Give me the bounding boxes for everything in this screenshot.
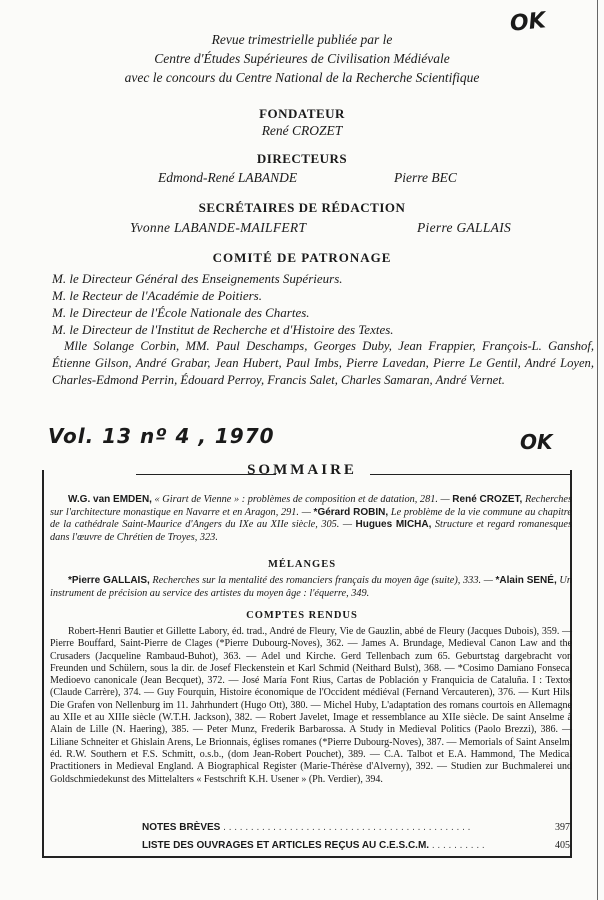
secretaire-name-1: Yvonne LABANDE-MAILFERT — [130, 220, 307, 235]
article-4-author: Hugues MICHA, — [355, 519, 432, 531]
toc-liste-dots: . . . . . . . . . . — [431, 840, 485, 851]
article-4-text: Structure et regard romanesques dans l'œuvre de Chrétien de Troyes, 323. — [50, 519, 572, 543]
article-2-text: Recherches sur l'architecture monastique en Navarre et en Aragon, 291. — — [50, 494, 573, 518]
melange-1-text: Recherches sur la mentalité des romanciers français du moyen âge (suite), 333. — — [149, 575, 496, 586]
comite-line-3: M. le Directeur de l'École Nationale des Chartes. — [52, 305, 310, 320]
fondateur-title: FONDATEUR — [259, 106, 345, 121]
article-3-text: Le problème de la vie commune au chapitre de la cathédrale Saint-Maurice d'Angers du IXe au XIIe siècle, 305. — — [50, 506, 572, 531]
handwritten-volume: Vol. 13 nº 4 , 1970 — [48, 424, 275, 448]
header-line-2: Centre d'Études Supérieures de Civilisation Médiévale — [154, 51, 450, 66]
secretaire-name-2: Pierre GALLAIS — [417, 220, 512, 235]
comite-line-1: M. le Directeur Général des Enseignements Supérieurs. — [52, 271, 343, 286]
melanges-paragraph — [50, 575, 572, 600]
header-line-3: avec le concours du Centre National de la Recherche Scientifique — [124, 70, 480, 85]
comite-line-2: M. le Recteur de l'Académie de Poitiers. — [52, 288, 262, 303]
directeur-name-1: Edmond-René LABANDE — [158, 170, 298, 185]
melange-2-text: Un instrument de précision au service des artistes du moyen âge : l'équerre, 349. — [50, 575, 572, 599]
melanges-title: MÉLANGES — [267, 559, 337, 570]
toc-notes-dots: . . . . . . . . . . . . . . . . . . . . . . . . . . . . . . . . . . . . . . . . . . . . . — [223, 822, 471, 833]
toc-notes-page: 397 — [555, 822, 570, 833]
sommaire-title: SOMMAIRE — [247, 462, 357, 478]
comptes-rendus-title: COMPTES RENDUS — [246, 610, 358, 621]
articles-paragraph — [50, 494, 572, 544]
comptes-rendus-paragraph: Robert-Henri Bautier et Gillette Labory, éd. trad., André de Fleury, Vie de Gauzlin, abbé de Fleury (Jacques Dubois), 359. — Pierre Bouffard, Saint-Pierre de Clages (*Pierre Dubourg-Noves), 362. — James A. Brundage, Medieval Canon Law and the Crusaders (Jacqueline Rambaud-Buhot), 363. — Adel und Kirche. Gerd Tellenbach zum 65. Geburtstag dargebracht von Freunden und Schülern, sous la dir. de Josef Fleckenstein et Karl Schmid (Neithard Bulst), 368. — *Cosimo Damiano Fonseca, Medioevo canonicale (Jean Becquet), 372. — José María Font Rius, Cartas de Población y Franquicia de Cataluña. I : Textos (Claude Carrère), 374. — Guy Fourquin, Histoire économique de l'Occident médiéval (Fernand Vercauteren), 376. — Kurt Hils, Die Grafen von Nellenburg im 11. Jahrhundert (Hugo Ott), 380. — Michel Huby, L'adaptation des romans courtois en Allemagne au XIIe et au XIIIe siècle (W.T.H. Jackson), 382. — Robert Javelet, Image et ressemblance au XIIe siècle. De saint Anselme à Alain de Lille (N. Haering), 385. — Peter Munz, Frederik Barbarossa. A Study in Medieval Politics (Paolo Brezzi), 386. — Liliane Schneiter et Ghislain Arens, Le Brionnais, églises romanes (*Pierre Dubourg-Noves), 387. — Memorials of Saint Anselm, éd. R.W. Southern et F.S. Schmitt, o.s.b., (dom Jean-Robert Pouchet), 389. — C.A. Talbot et E.A. Hammond, The Medical Practitioners in Medieval England. A Biographical Register (Marie-Thérèse d'Alverny), 392. — Studien zur Buchmalerei und Goldschmiedekunst des Mittelalters « Festschrift K.H. Usener » (Ph. Verdier), 394. — [50, 626, 572, 785]
fondateur-name: René CROZET — [261, 123, 343, 138]
handwritten-ok-mid: OK — [520, 430, 553, 454]
comite-line-4: M. le Directeur de l'Institut de Recherche et d'Histoire des Textes. — [52, 322, 394, 337]
article-1-text: « Girart de Vienne » : problèmes de composition et de datation, 281. — — [151, 494, 453, 505]
article-3-author: *Gérard ROBIN, — [313, 506, 389, 518]
toc-row-notes — [142, 822, 572, 833]
toc-liste-label: LISTE DES OUVRAGES ET ARTICLES REÇUS AU C.E.S.C.M. — [142, 840, 430, 851]
toc-liste-page: 405 — [555, 840, 570, 851]
secretaires-title: SECRÉTAIRES DE RÉDACTION — [198, 200, 406, 215]
toc-row-liste — [142, 840, 572, 851]
directeurs-title: DIRECTEURS — [256, 151, 348, 166]
comite-title: COMITÉ DE PATRONAGE — [212, 250, 392, 265]
handwritten-ok-top: OK — [508, 8, 547, 37]
comite-members: Mlle Solange Corbin, MM. Paul Deschamps, Georges Duby, Jean Frappier, François-L. Ganshof, Étienne Gilson, André Grabar, Jean Hubert, Paul Imbs, Pierre Lavedan, Pierre Le Gentil, André Loyen, Charles-Edmond Perrin, Édouard Perroy, Francis Salet, Charles Samaran, André Vernet. — [52, 339, 594, 387]
directeur-name-2: Pierre BEC — [394, 170, 457, 185]
melange-1-author: *Pierre GALLAIS, — [68, 575, 150, 586]
toc-notes-label: NOTES BRÈVES — [142, 822, 221, 833]
melange-2-author: *Alain SENÉ, — [495, 575, 557, 586]
article-2-author: René CROZET, — [452, 494, 523, 505]
header-line-1: Revue trimestrielle publiée par le — [211, 32, 393, 47]
article-1-author: W.G. van EMDEN, — [68, 494, 152, 505]
